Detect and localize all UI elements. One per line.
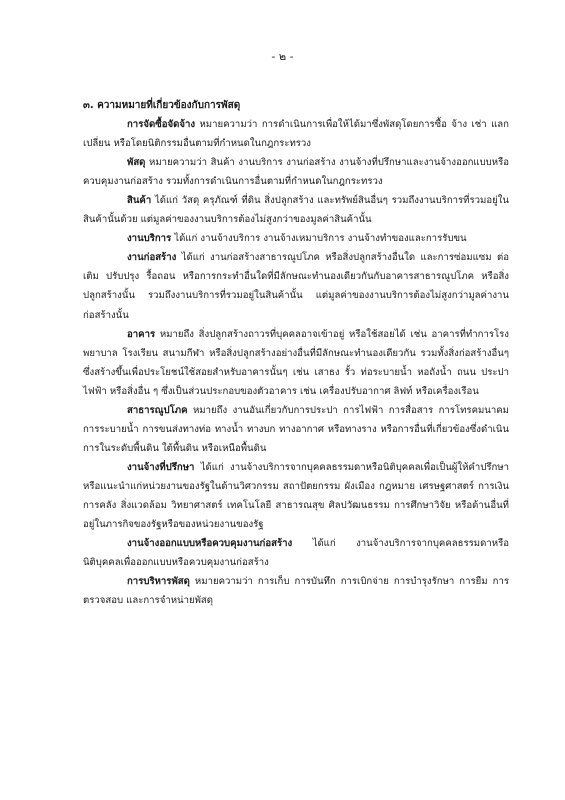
definition-term: งานก่อสร้าง: [127, 252, 177, 264]
document-body: [83, 96, 509, 610]
definition-term: การบริหารพัสดุ: [127, 576, 190, 588]
definition-text: ได้แก่ วัสดุ ครุภัณฑ์ ที่ดิน สิ่งปลูกสร้าง และทรัพย์สินอื่นๆ รวมถึงงานบริการที่รวมอยู่ในสินค้านั้นด้วย แต่มูลค่าของงานบริการต้องไม่สูงกว่าของมูลค่าสินค้านั้น: [83, 195, 509, 226]
definition-paragraph: [83, 401, 509, 458]
definition-term: งานจ้างออกแบบหรือควบคุมงานก่อสร้าง: [127, 538, 293, 550]
definition-text: ได้แก่ งานจ้างบริการจากบุคคลธรรมดาหรือนิติบุคคลเพื่อเป็นผู้ให้คำปรึกษาหรือแนะนำแก่หน่วยงานของรัฐในด้านวิศวกรรม สถาปัตยกรรม ผังเมือง กฎหมาย เศรษฐศาสตร์ การเงิน การคลัง สิ่งแวดล้อม วิทยาศาสตร์ เทคโนโลยี สาธารณสุข ศิลปวัฒนธรรม การศึกษาวิจัย หรือด้านอื่นที่อยู่ในภารกิจของรัฐหรือของหน่วยงานของรัฐ: [83, 461, 509, 531]
definition-term: สาธารณูปโภค: [127, 404, 188, 416]
definition-text: หมายความว่า การดำเนินการเพื่อให้ได้มาซึ่งพัสดุโดยการซื้อ จ้าง เช่า แลกเปลี่ยน หรือโดยนิติกรรมอื่นตามที่กำหนดในกฎกระทรวง: [83, 119, 509, 150]
definition-paragraph: [83, 248, 509, 324]
definition-text: ได้แก่ งานก่อสร้างสาธารณูปโภค หรือสิ่งปลูกสร้างอื่นใด และการซ่อมแซม ต่อเติม ปรับปรุง รื้อถอน หรือการกระทำอื่นใดที่มีลักษณะทำนองเดียวกันกับอาคารสาธารณูปโภค หรือสิ่งปลูกสร้างนั้น รวมถึงงานบริการที่รวมอยู่ในสินค้านั้น แต่มูลค่าของงานบริการต้องไม่สูงกว่ามูลค่างานก่อสร้างนั้น: [83, 252, 509, 321]
definition-text: ได้แก่ งานจ้างบริการ งานจ้างเหมาบริการ งานจ้างทำของและการรับขน: [171, 233, 467, 245]
definition-term: พัสดุ: [127, 157, 146, 169]
definition-paragraph: [83, 153, 509, 191]
page-number: - ๒ -: [271, 50, 294, 63]
definition-paragraph: [83, 191, 509, 229]
definition-term: งานบริการ: [127, 233, 172, 245]
definition-paragraph: [83, 458, 509, 534]
section-heading: ๓. ความหมายที่เกี่ยวข้องกับการพัสดุ: [83, 100, 241, 111]
definition-term: สินค้า: [127, 195, 152, 207]
definition-paragraph: [83, 325, 509, 401]
definition-paragraph: [83, 229, 509, 248]
definition-paragraph: [83, 572, 509, 610]
definition-paragraph: [83, 534, 509, 572]
definition-text: หมายถึง งานอันเกี่ยวกับการประปา การไฟฟ้า การสื่อสาร การโทรคมนาคมการระบายน้ำ การขนส่งทางท่อ ทางน้ำ ทางบก ทางอากาศ หรือทางราง หรือการอื่นที่เกี่ยวข้องซึ่งดำเนินการในระดับพื้นดิน ใต้พื้นดิน หรือเหนือพื้นดิน: [83, 404, 509, 454]
definition-term: การจัดซื้อจัดจ้าง: [127, 119, 196, 131]
definition-term: งานจ้างที่ปรึกษา: [127, 461, 195, 473]
definition-text: ได้แก่ งานจ้างบริการจากบุคคลธรรมดาหรือนิติบุคคลเพื่อออกแบบหรือควบคุมงานก่อสร้าง: [83, 538, 509, 569]
definition-text: หมายความว่า การเก็บ การบันทึก การเบิกจ่าย การบำรุงรักษา การยืม การตรวจสอบ และการจำหน่ายพัสดุ: [83, 576, 509, 607]
definition-text: หมายถึง สิ่งปลูกสร้างถาวรที่บุคคลอาจเข้าอยู่ หรือใช้สอยได้ เช่น อาคารที่ทำการโรงพยาบาล โรงเรียน สนามกีฬา หรือสิ่งปลูกสร้างอย่างอื่นที่มีลักษณะทำนองเดียวกัน รวมทั้งสิ่งก่อสร้างอื่นๆ ซึ่งสร้างขึ้นเพื่อประโยชน์ใช้สอยสำหรับอาคารนั้นๆ เช่น เสาธง รั้ว ท่อระบายน้ำ หอถังน้ำ ถนน ประปาไฟฟ้า หรือสิ่งอื่น ๆ ซึ่งเป็นส่วนประกอบของตัวอาคาร เช่น เครื่องปรับอากาศ ลิฟท์ หรือเครื่องเรือน: [83, 328, 509, 397]
definition-paragraph: [83, 115, 509, 153]
definition-text: หมายความว่า สินค้า งานบริการ งานก่อสร้าง งานจ้างที่ปรึกษาและงานจ้างออกแบบหรือควบคุมงานก่อสร้าง รวมทั้งการดำเนินการอื่นตามที่กำหนดในกฎกระทรวง: [83, 157, 509, 188]
definition-term: อาคาร: [127, 328, 156, 340]
